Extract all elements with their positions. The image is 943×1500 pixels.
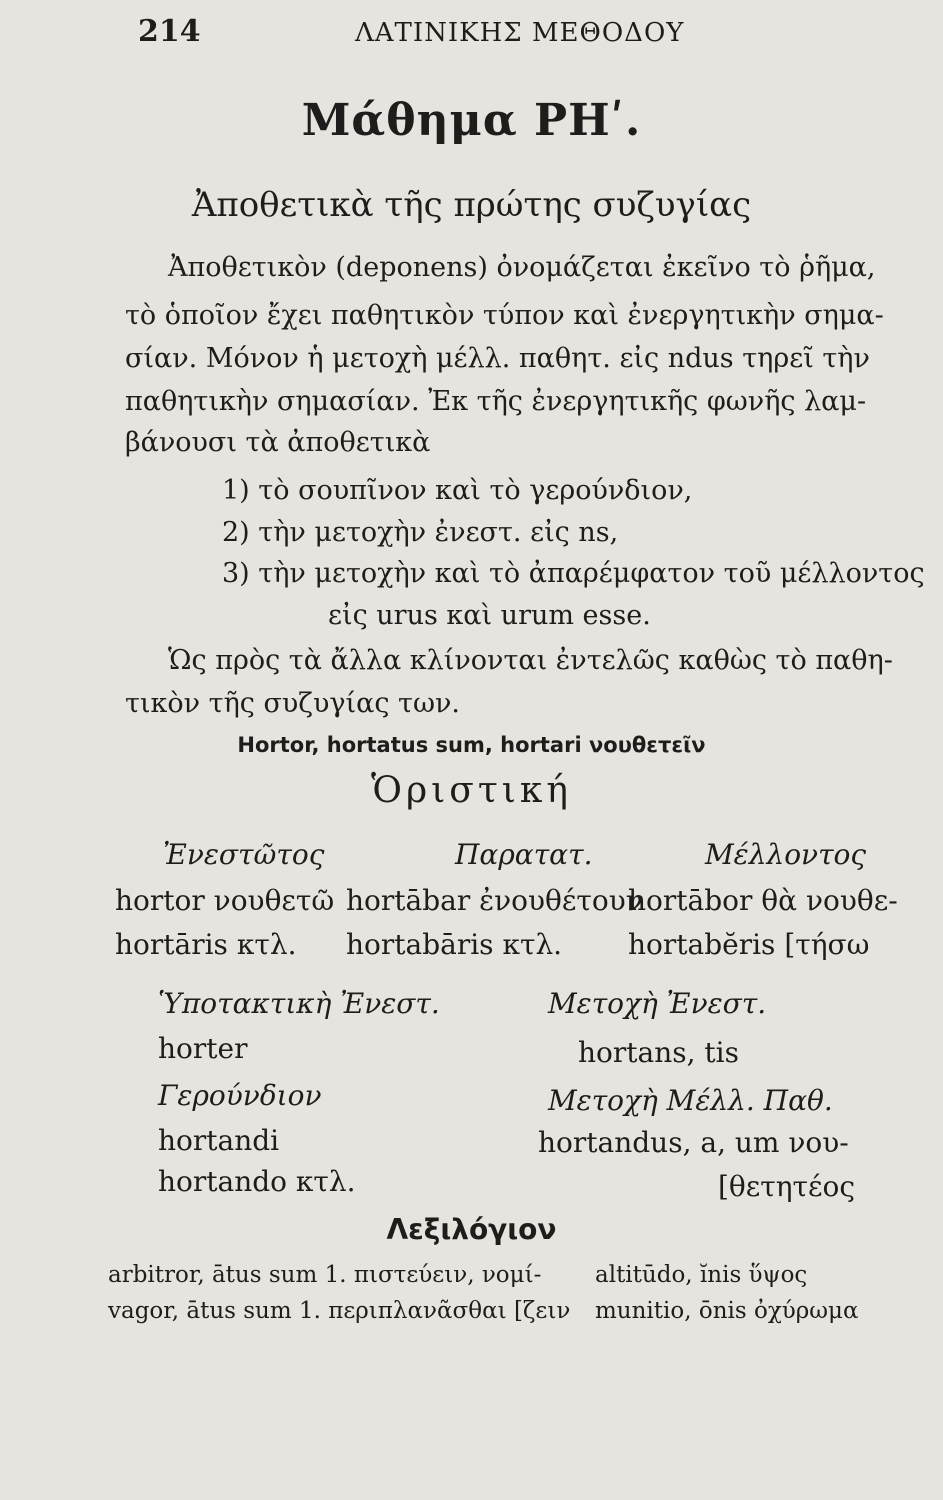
intro-line-5: βάνουσι τὰ ἀποθετικὰ — [125, 427, 431, 458]
participle-future-heading: Μετοχὴ Μέλλ. Παθ. — [548, 1084, 833, 1117]
gerund-heading: Γερούνδιον — [158, 1079, 322, 1112]
intro-line-1: Ἀποθετικὸν (deponens) ὀνομάζεται ἐκεῖνο τὸ ῥῆμα, — [168, 252, 876, 283]
list-item-1: 1) τὸ σουπῖνον καὶ τὸ γερούνδιον, — [222, 475, 693, 506]
closing-line-1: Ὡς πρὸς τὰ ἄλλα κλίνονται ἐντελῶς καθὼς τὸ παθη- — [168, 645, 893, 676]
vocab-left-1: arbitror, ātus sum 1. πιστεύειν, νομί- — [108, 1262, 542, 1288]
list-item-3-cont: εἰς urus καὶ urum esse. — [328, 600, 651, 631]
intro-line-3: σίαν. Μόνον ἡ μετοχὴ μέλλ. παθητ. εἰς ndus τηρεῖ τὴν — [125, 343, 870, 374]
gerund-form-1: hortandi — [158, 1124, 280, 1157]
vocab-right-2: munitio, ōnis ὀχύρωμα — [595, 1298, 859, 1324]
vocab-right-1: altitūdo, ĭnis ὕψος — [595, 1262, 808, 1288]
future-form-2: hortabĕris [τήσω — [628, 928, 870, 961]
present-form-1: hortor νουθετῶ — [115, 884, 335, 917]
vocab-left-2: vagor, ātus sum 1. περιπλανᾶσθαι [ζειν — [108, 1298, 571, 1324]
subjunctive-heading: Ὑποτακτικὴ Ἐνεστ. — [158, 987, 440, 1020]
gerund-form-2: hortando κτλ. — [158, 1165, 356, 1198]
subjunctive-form: horter — [158, 1032, 248, 1065]
header-present: Ἐνεστῶτος — [163, 838, 325, 871]
participle-future-cont: [θετητέος — [718, 1170, 856, 1203]
future-form-1: hortābor θὰ νουθε- — [628, 884, 898, 917]
present-form-2: hortāris κτλ. — [115, 928, 297, 961]
lesson-subtitle: Ἀποθετικὰ τῆς πρώτης συζυγίας — [191, 185, 752, 225]
page-number: 214 — [138, 14, 201, 49]
participle-present-form: hortans, tis — [578, 1036, 739, 1069]
imperfect-form-2: hortabāris κτλ. — [346, 928, 563, 961]
intro-line-2: τὸ ὁποῖον ἔχει παθητικὸν τύπον καὶ ἐνεργητικὴν σημα- — [125, 300, 884, 331]
closing-line-2: τικὸν τῆς συζυγίας των. — [125, 688, 460, 719]
participle-future-form: hortandus, a, um νου- — [538, 1126, 849, 1159]
header-future: Μέλλοντος — [705, 838, 867, 871]
intro-line-4: παθητικὴν σημασίαν. Ἐκ τῆς ἐνεργητικῆς φωνῆς λαμ- — [125, 386, 867, 417]
imperfect-form-1: hortābar ἐνουθέτουν — [346, 884, 643, 917]
participle-present-heading: Μετοχὴ Ἐνεστ. — [548, 987, 767, 1020]
lesson-title: Μάθημα ΡΗʹ. — [301, 95, 642, 146]
vocabulary-title: Λεξιλόγιον — [386, 1213, 557, 1246]
conjugation-heading: Hortor, hortatus sum, hortari νουθετεῖν — [237, 733, 706, 757]
running-title: ΛΑΤΙΝΙΚΗΣ ΜΕΘΟΔΟΥ — [355, 18, 685, 48]
header-imperfect: Παρατατ. — [455, 838, 593, 871]
indicative-title: Ὁριστική — [371, 770, 572, 811]
list-item-3: 3) τὴν μετοχὴν καὶ τὸ ἀπαρέμφατον τοῦ μέλλοντος — [222, 558, 925, 589]
list-item-2: 2) τὴν μετοχὴν ἐνεστ. εἰς ns, — [222, 517, 619, 548]
